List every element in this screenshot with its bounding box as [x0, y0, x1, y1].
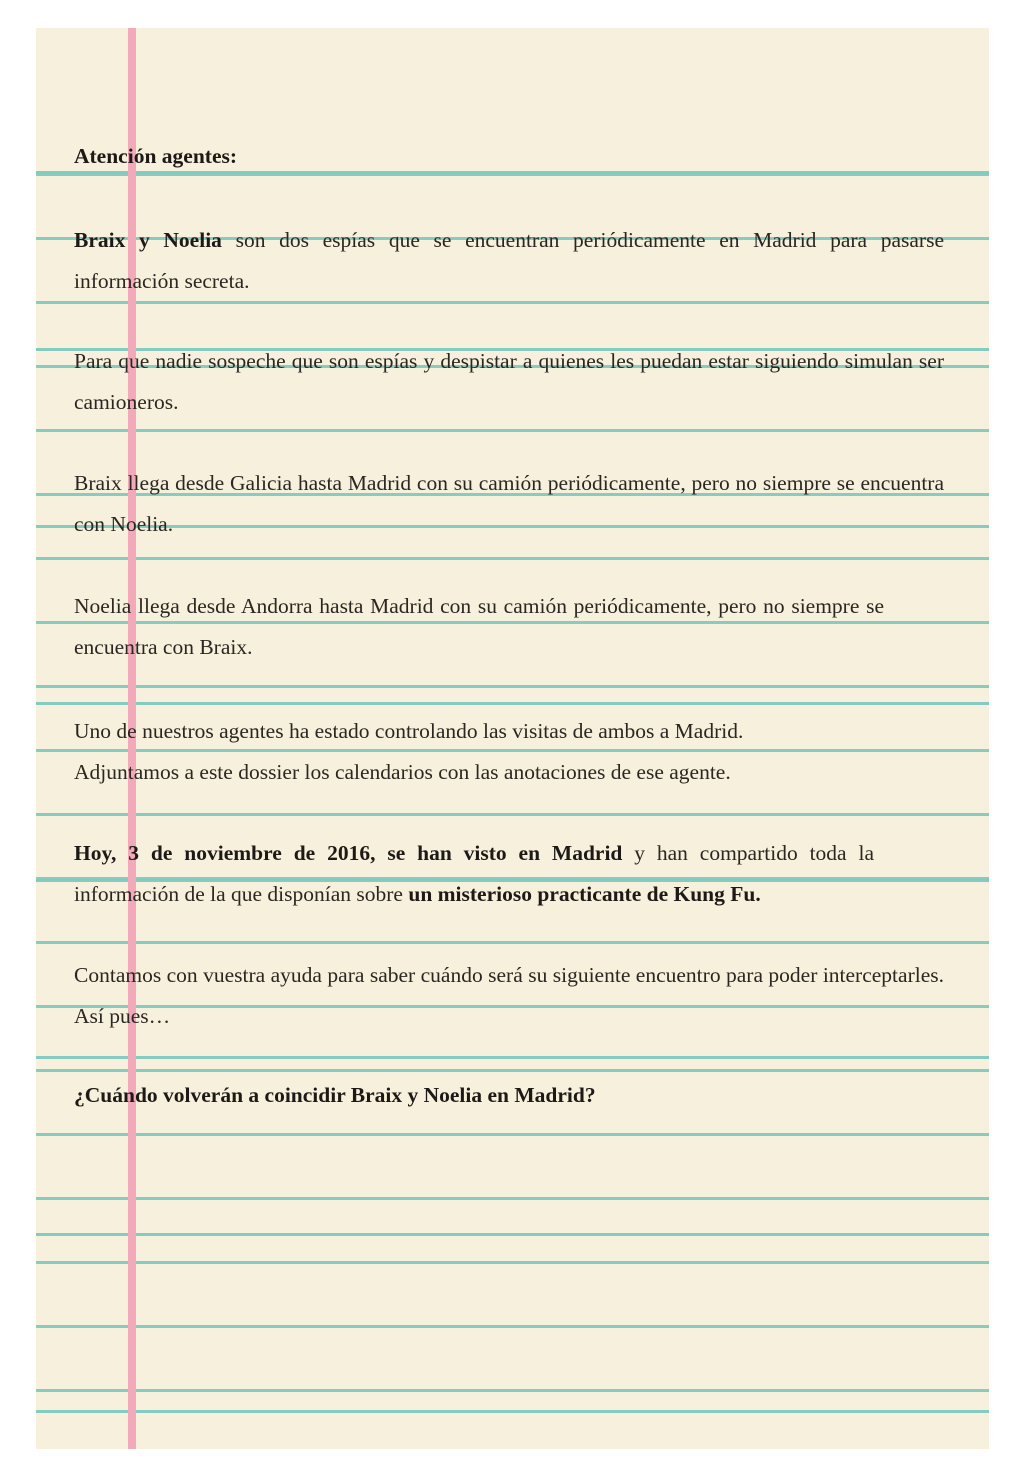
ruled-line [36, 1261, 989, 1264]
ruled-line [36, 941, 989, 944]
paragraph-today [74, 833, 874, 915]
ruled-line [36, 1325, 989, 1328]
bold-kungfu: un misterioso practicante de Kung Fu. [408, 882, 761, 906]
paragraph-cover [74, 341, 944, 423]
ruled-line [36, 813, 989, 816]
ruled-line [36, 1197, 989, 1200]
notebook-sheet [36, 28, 989, 1449]
paragraph-text: Braix llega desde Galicia hasta Madrid con su camión periódicamente, pero no siempre se encuentra con Noelia. [74, 471, 944, 536]
paragraph-line: Adjuntamos a este dossier los calendarios con las anotaciones de ese agente. [74, 760, 731, 784]
heading: Atención agentes: [74, 144, 238, 168]
ruled-line [36, 1133, 989, 1136]
bold-names: Braix y Noelia [74, 228, 222, 252]
paragraph-braix [74, 463, 944, 545]
paragraph-text: son dos espías que se encuentran periódicamente en Madrid para pasarse información secreta. [74, 228, 945, 293]
paragraph-agent [74, 711, 944, 793]
paragraph-noelia [74, 586, 884, 668]
paragraph-spies-intro [74, 220, 944, 302]
ruled-line [36, 685, 989, 688]
ruled-line [36, 429, 989, 432]
question: ¿Cuándo volverán a coincidir Braix y Noelia en Madrid? [74, 1083, 596, 1107]
paragraph-text: Noelia llega desde Andorra hasta Madrid con su camión periódicamente, pero no siempre se encuentra con Braix. [74, 594, 884, 659]
bold-date: Hoy, 3 de noviembre de 2016, se han visto en Madrid [74, 841, 623, 865]
ruled-line [36, 1389, 989, 1392]
paragraph-text: Para que nadie sospeche que son espías y despistar a quienes les puedan estar siguiendo simulan ser camioneros. [74, 349, 944, 414]
ruled-line [36, 1069, 989, 1072]
paragraph-line: Uno de nuestros agentes ha estado controlando las visitas de ambos a Madrid. [74, 719, 744, 743]
ruled-line [36, 557, 989, 560]
ruled-line [36, 173, 989, 176]
paragraph-text: Contamos con vuestra ayuda para saber cuándo será su siguiente encuentro para poder interceptarles. Así pues… [74, 963, 944, 1028]
paragraph-help [74, 955, 944, 1037]
paragraph-text: y han compartido toda la información de la que disponían sobre [74, 841, 874, 906]
